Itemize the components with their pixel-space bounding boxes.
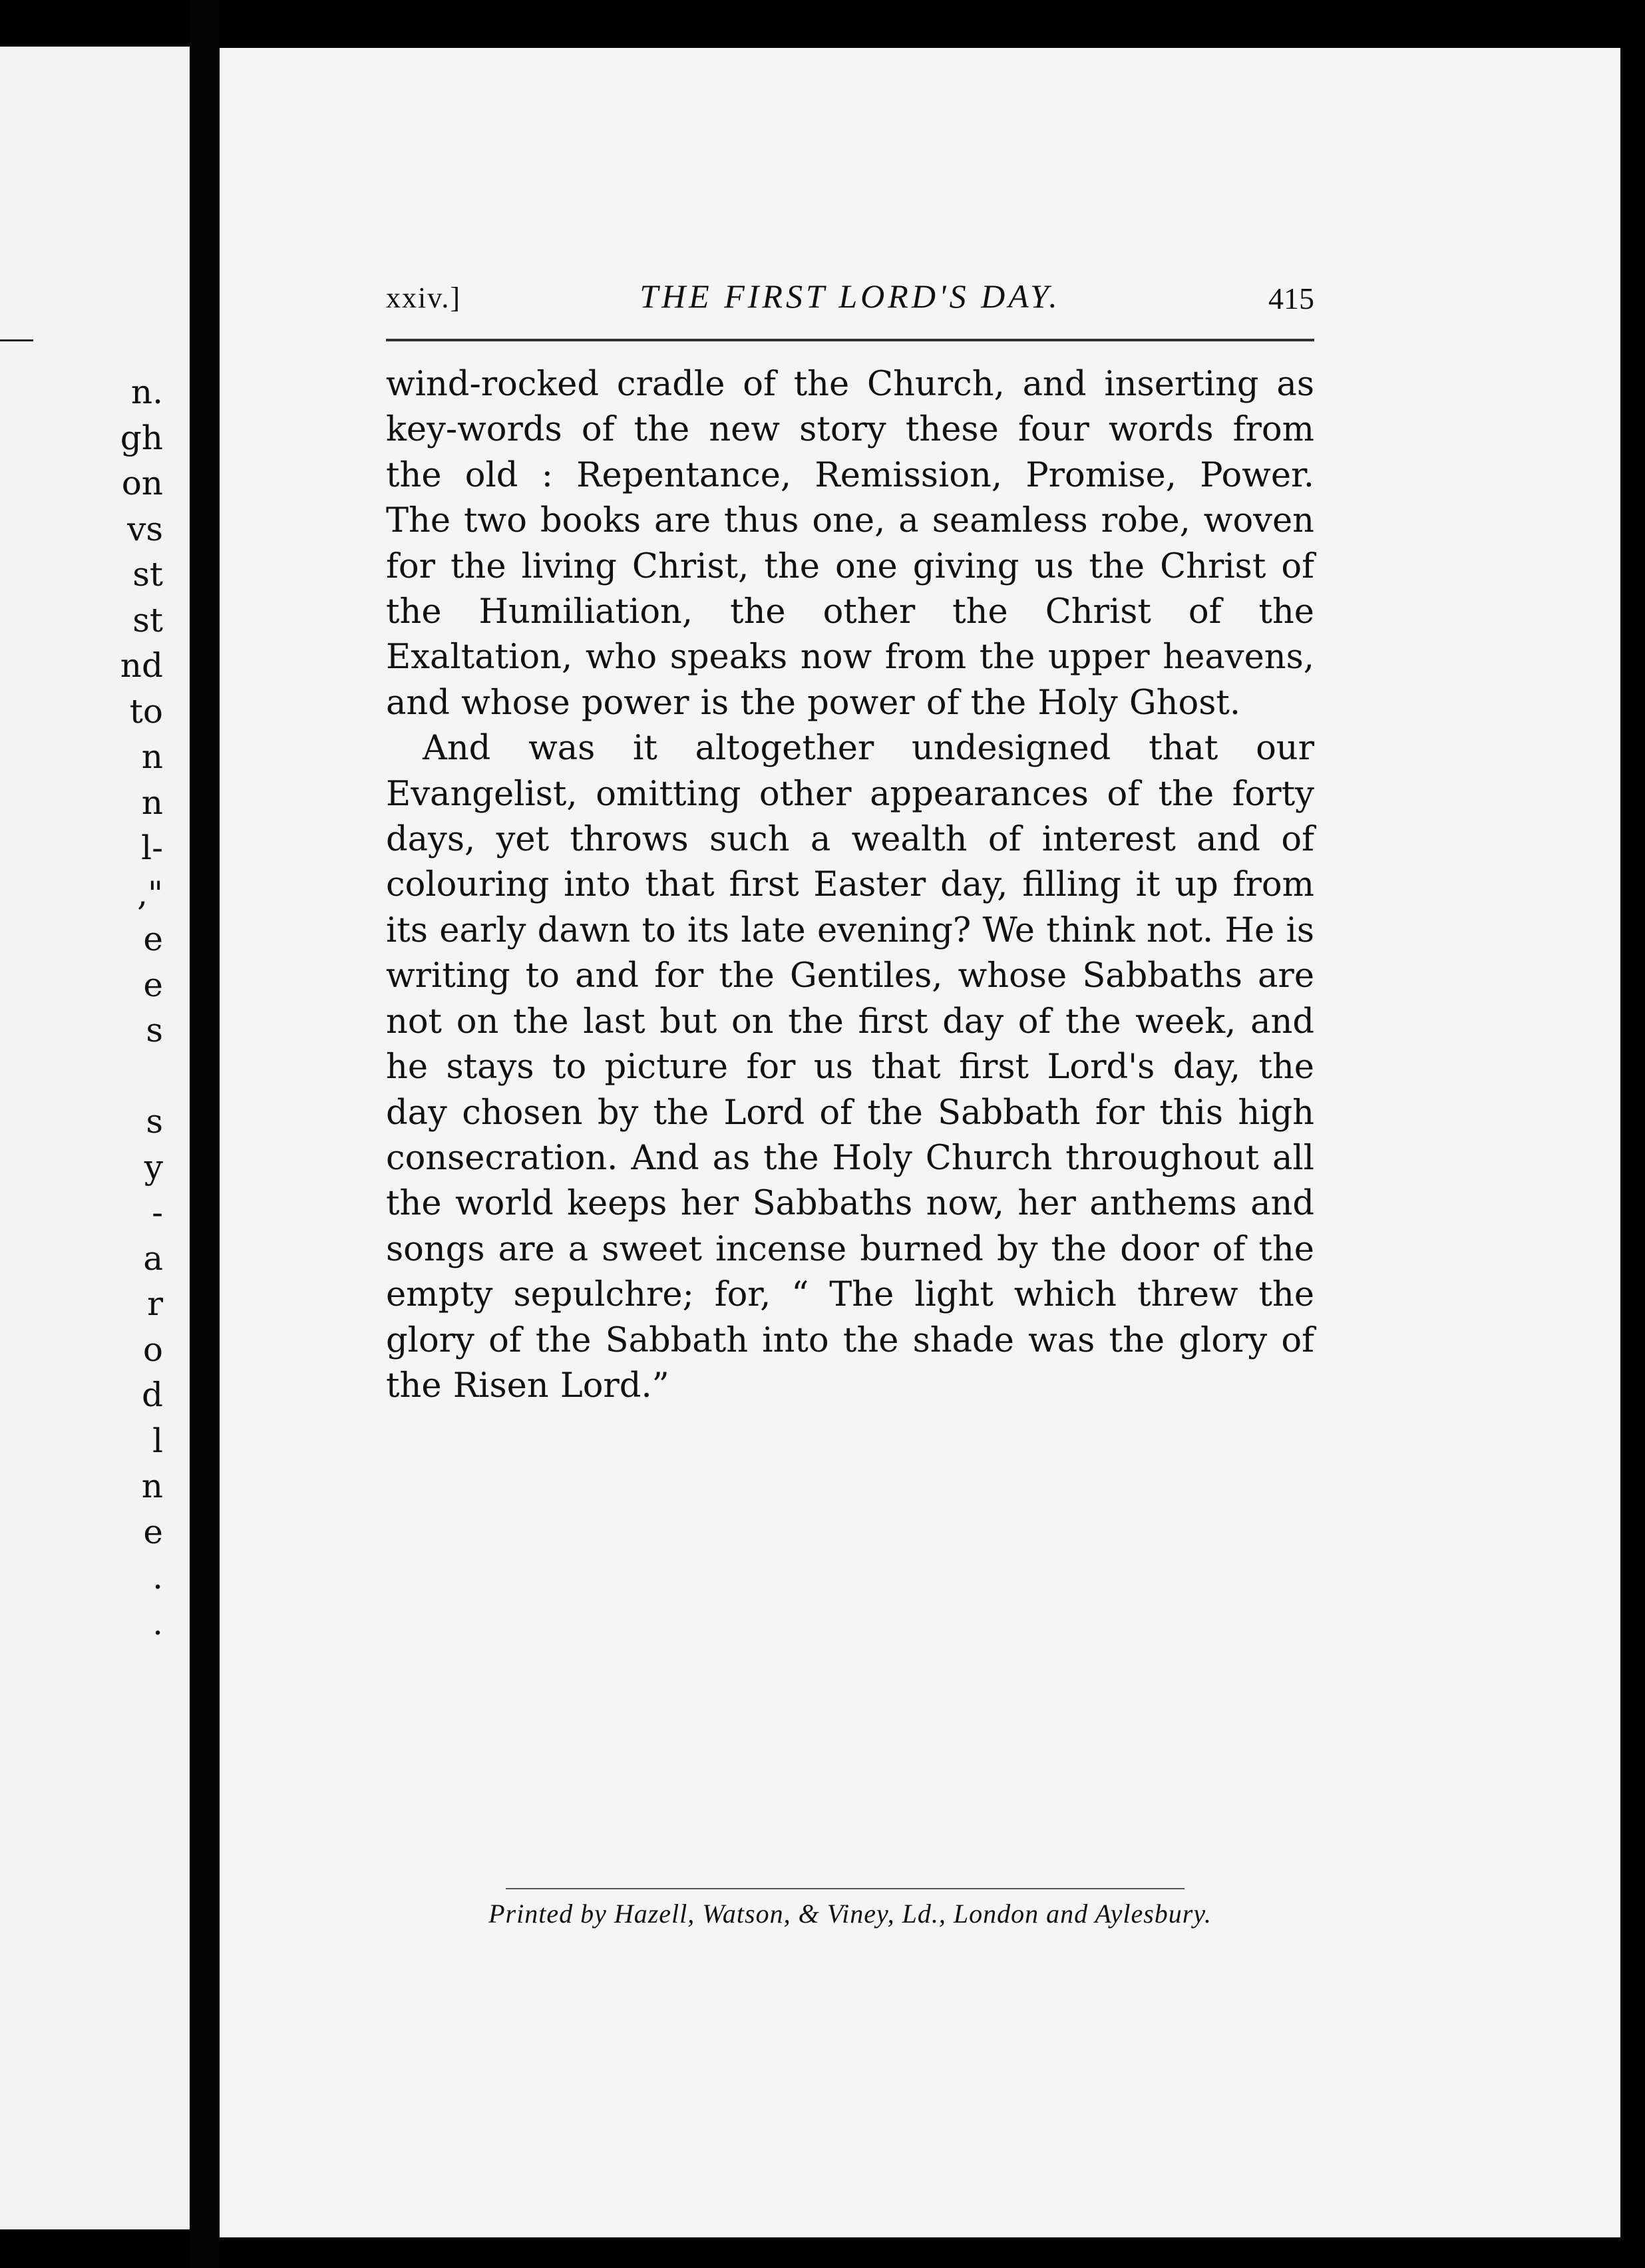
line-end: n. xyxy=(130,373,163,411)
section-number: xxiv.] xyxy=(386,282,462,314)
right-page xyxy=(220,48,1620,2237)
body-text xyxy=(386,362,1314,1409)
line-end: s xyxy=(146,1011,163,1049)
line-end: e xyxy=(143,965,163,1004)
line-end: - xyxy=(152,1193,163,1232)
line-end: n xyxy=(141,783,163,822)
line-end: to xyxy=(129,691,163,731)
line-end: s xyxy=(146,1102,163,1141)
line-end: nd xyxy=(120,646,163,685)
line-end: ," xyxy=(137,874,163,913)
line-end: y xyxy=(144,1147,163,1187)
line-end: l xyxy=(152,1421,163,1460)
left-page-fragment xyxy=(0,47,190,2229)
running-title: THE FIRST LORD'S DAY. xyxy=(640,278,1061,315)
line-end: gh xyxy=(120,418,163,457)
line-end: n xyxy=(141,1467,163,1505)
line-end: d xyxy=(141,1376,163,1414)
running-head xyxy=(386,274,1314,321)
line-end: a xyxy=(143,1238,163,1278)
line-end: e xyxy=(143,920,163,958)
line-end: e xyxy=(143,1512,163,1551)
line-end xyxy=(120,1053,163,1099)
line-end: . xyxy=(152,1558,163,1597)
line-end: on xyxy=(121,464,163,502)
book-gutter xyxy=(190,0,220,2268)
page-number: 415 xyxy=(1268,282,1314,315)
header-rule xyxy=(386,339,1314,341)
paragraph: And was it altogether undesigned that our Evangelist, omitting other appearances of the forty days, yet throws such a wealth of interest and of colouring into that first Easter day, filling it up from its early dawn to its late evening? We think not. He is writing to and for the Gentiles, whose Sabbaths are not on the last but on the first day of the week, and he stays to picture for us that first Lord's day, the day chosen by the Lord of the Sabbath for this high consecration. And as the Holy Church throughout all the world keeps her Sabbaths now, her anthems and songs are a sweet incense burned by the door of the empty sepulchre; for, “ The light which threw the glory of the Sabbath into the shade was the glory of the Risen Lord.” xyxy=(386,729,1314,1406)
line-end: st xyxy=(132,555,163,594)
line-end: l- xyxy=(141,829,163,867)
line-end: r xyxy=(147,1284,163,1323)
paragraph: wind-rocked cradle of the Church, and inserting as key-words of the new story these four words from the old : Repentance, Remission, Promise, Power. The two books are thus one, a seamless robe, woven for the living Christ, the one giving us the Christ of the Humiliation, the other the Christ of the Exaltation, who speaks now from the upper heavens, and whose power is the power of the Holy Ghost. xyxy=(386,365,1314,723)
line-end: vs xyxy=(127,509,163,548)
left-page-line-ends xyxy=(120,369,163,1646)
left-page-head-rule xyxy=(0,339,33,341)
printer-imprint: Printed by Hazell, Watson, & Viney, Ld., London and Aylesbury. xyxy=(488,1899,1212,1929)
line-end: n xyxy=(141,737,163,776)
line-end: st xyxy=(132,600,163,640)
footer-rule xyxy=(506,1888,1185,1889)
line-end: o xyxy=(142,1330,163,1369)
line-end: . xyxy=(152,1603,163,1642)
